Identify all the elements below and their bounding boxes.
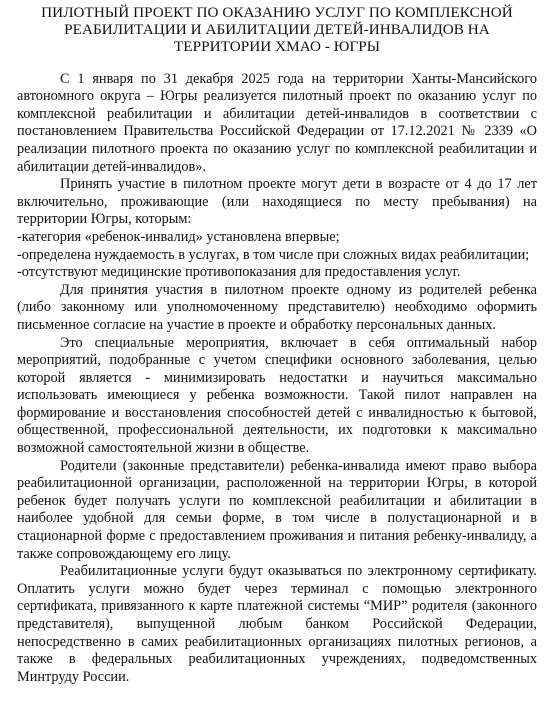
paragraph-certificate: Реабилитационные услуги будут оказываться по электронному сертификату. Оплатить услуги можно будет через терминал с помощью электронного сертификата, привязанного к карте платежной системы “МИР” родителя (законного представителя), выпущенной любым банком Российской Федерации, непосредственно в самих реабилитационных организациях пилотных регионов, а также в федеральных реабилитационных учреждениях, подведомственных Минтруду России. bbox=[17, 563, 537, 685]
paragraph-project-period: С 1 января по 31 декабря 2025 года на территории Ханты-Мансийского автономного округа – Югры реализуется пилотный проект по оказанию услуг по комплексной реабилитации и абилитации детей-инвалидов в соответствии с постановлением Правительства Российской Федерации от 17.12.2021 № 2339 «О реализации пилотного проекта по оказанию услуг по комплексной реабилитации и абилитации детей-инвалидов». bbox=[17, 70, 537, 175]
document-title: ПИЛОТНЫЙ ПРОЕКТ ПО ОКАЗАНИЮ УСЛУГ ПО КОМПЛЕКСНОЙ РЕАБИЛИТАЦИИ И АБИЛИТАЦИИ ДЕТЕЙ-ИНВАЛИДОВ НА ТЕРРИТОРИИ ХМАО - ЮГРЫ bbox=[41, 4, 513, 56]
paragraph-eligibility: Принять участие в пилотном проекте могут дети в возрасте от 4 до 17 лет включительно, проживающие (или находящиеся по месту пребывания) на территории Югры, которым: bbox=[17, 176, 537, 228]
list-item: -категория «ребенок-инвалид» установлена впервые; bbox=[17, 228, 340, 245]
paragraph-consent: Для принятия участия в пилотном проекте одному из родителей ребенка (либо законному или уполномоченному представителю) необходимо оформить письменное согласие на участие в проекте и обработку персональных данных. bbox=[17, 281, 537, 333]
list-item: -отсутствуют медицинские противопоказания для предоставления услуг. bbox=[17, 264, 461, 281]
paragraph-measures: Это специальные мероприятия, включает в себя оптимальный набор мероприятий, подобранные с учетом специфики основного заболевания, целью которой является - минимизировать недостатки и научиться максимально использовать имеющиеся у ребенка возможности. Такой пилот направлен на формирование и восстановления способностей детей с инвалидностью к бытовой, общественной, профессиональной деятельности, их подготовки к максимально возможной самостоятельной жизни в обществе. bbox=[17, 334, 537, 457]
list-item: -определена нуждаемость в услугах, в том числе при сложных видах реабилитации; bbox=[17, 246, 530, 263]
paragraph-parents-choice: Родители (законные представители) ребенка-инвалида имеют право выбора реабилитационной организации, расположенной на территории Югры, в которой ребенок будет получать услуги по комплексной реабилитации и абилитации в наиболее удобной для семьи форме, в том числе в полустационарной и в стационарной форме с предоставлением проживания и питания ребенку-инвалиду, а также сопровождающему его лицу. bbox=[17, 457, 537, 562]
